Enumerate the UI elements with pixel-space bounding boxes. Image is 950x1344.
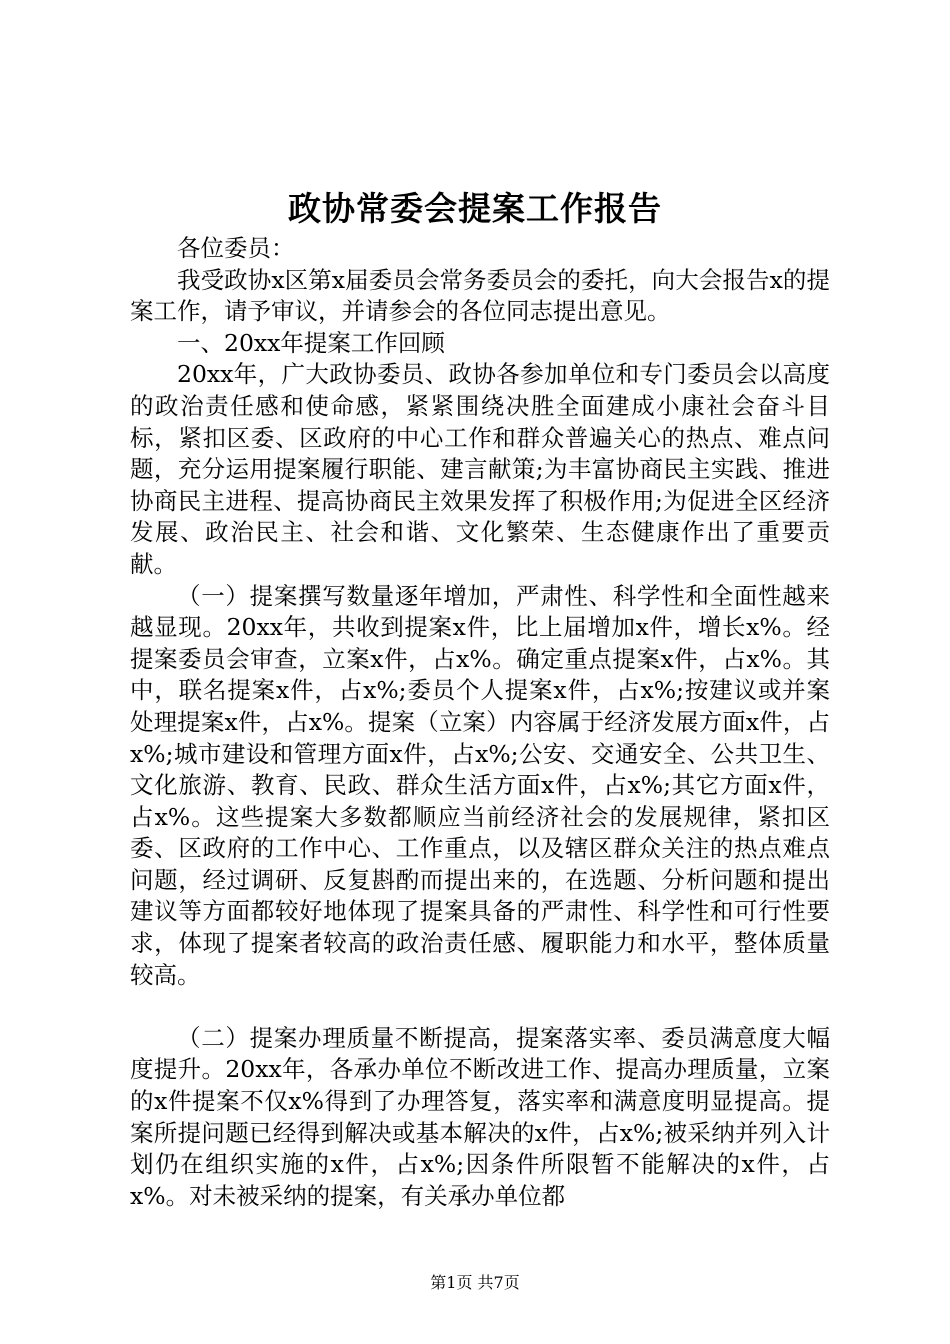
section-heading: 一、20xx年提案工作回顾 (177, 328, 445, 357)
paragraph-subsection-2: （二）提案办理质量不断提高，提案落实率、委员满意度大幅度提升。20xx年，各承办单位不断改进工作、提高办理质量，立案的x件提案不仅x%得到了办理答复，落实率和满意度明显提高。提案所提问题已经得到解决或基本解决的x件，占x%;被采纳并列入计划仍在组织实施的x件，占x%;因条件所限暂不能解决的x件，占x%。对未被采纳的提案，有关承办单位都 (130, 1023, 830, 1210)
paragraph-subsection-1: （一）提案撰写数量逐年增加，严肃性、科学性和全面性越来越显现。20xx年，共收到提案x件，比上届增加x件，增长x%。经提案委员会审查，立案x件，占x%。确定重点提案x件，占x%。其中，联名提案x件，占x%;委员个人提案x件，占x%;按建议或并案处理提案x件，占x%。提案（立案）内容属于经济发展方面x件，占x%;城市建设和管理方面x件，占x%;公安、交通安全、公共卫生、文化旅游、教育、民政、群众生活方面x件，占x%;其它方面x件，占x%。这些提案大多数都顺应当前经济社会的发展规律，紧扣区委、区政府的工作中心、工作重点，以及辖区群众关注的热点难点问题，经过调研、反复斟酌而提出来的，在选题、分析问题和提出建议等方面都较好地体现了提案具备的严肃性、科学性和可行性要求，体现了提案者较高的政治责任感、履职能力和水平，整体质量较高。 (130, 581, 830, 989)
page-title: 政协常委会提案工作报告 (288, 189, 662, 228)
document-body (130, 233, 830, 1212)
page-number: 第1页 共7页 (430, 1273, 520, 1292)
paragraph-review: 20xx年，广大政协委员、政协各参加单位和专门委员会以高度的政治责任感和使命感，紧紧围绕决胜全面建成小康社会奋斗目标，紧扣区委、区政府的中心工作和群众普遍关心的热点、难点问题，充分运用提案履行职能、建言献策;为丰富协商民主实践、推进协商民主进程、提高协商民主效果发挥了积极作用;为促进全区经济发展、政治民主、社会和谐、文化繁荣、生态健康作出了重要贡献。 (130, 360, 830, 578)
salutation: 各位委员： (177, 234, 295, 262)
paragraph-intro: 我受政协x区第x届委员会常务委员会的委托，向大会报告x的提案工作，请予审议，并请参会的各位同志提出意见。 (130, 265, 830, 326)
